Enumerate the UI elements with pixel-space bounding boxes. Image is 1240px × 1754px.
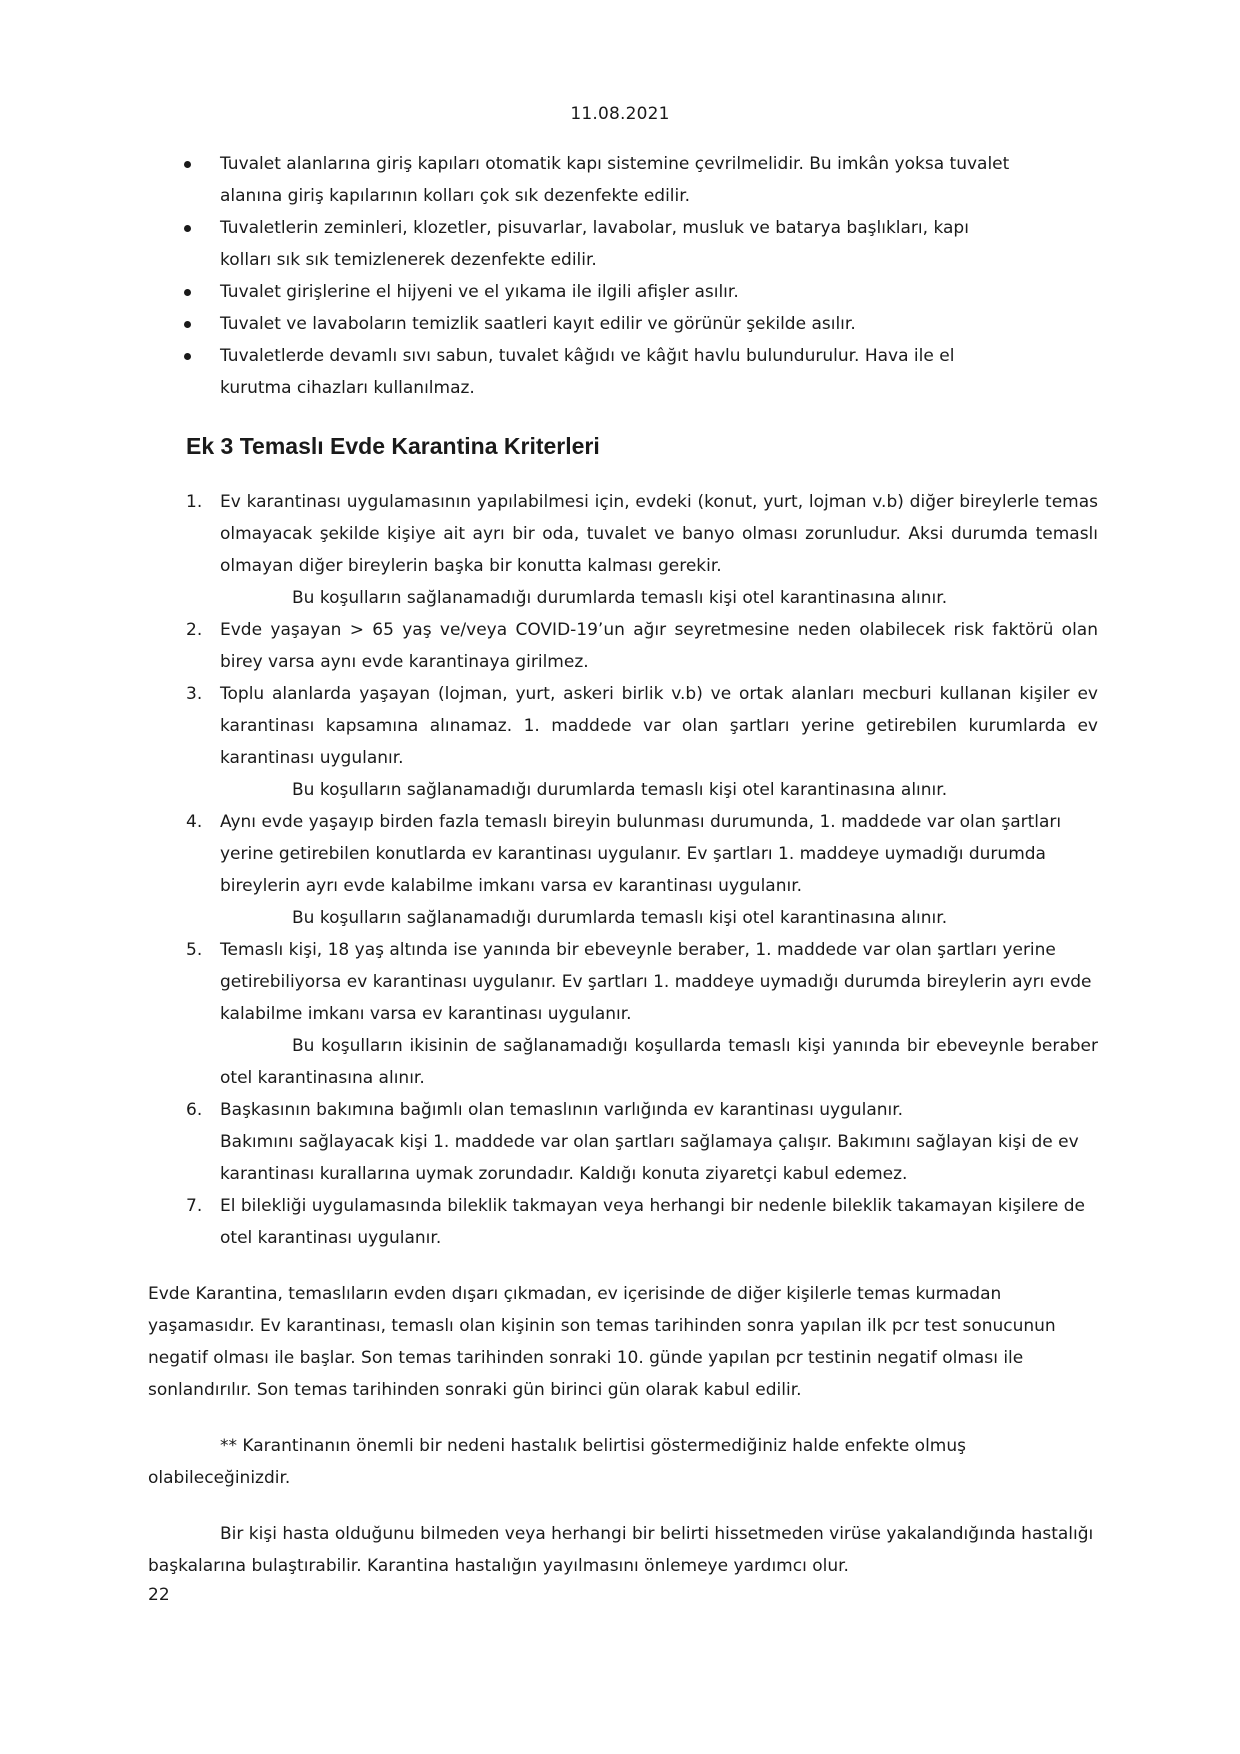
criteria-number: 4. xyxy=(186,812,203,832)
criteria-item-4 xyxy=(148,806,1098,934)
criteria-text: Ev karantinası uygulamasının yapılabilmesi için, evdeki (konut, yurt, lojman v.b) diğer bireylerle temas olmayacak şekilde kişiye ait ayrı bir oda, tuvalet ve banyo olması zorunludur. Aksi durumda temaslı olmayan diğer bireylerin başka bir konutta kalması gerekir. xyxy=(220,492,1098,576)
criteria-text: Evde yaşayan > 65 yaş ve/veya COVID-19’un ağır seyretmesine neden olabilecek risk faktörü olan birey varsa aynı evde karantinaya girilmez. xyxy=(220,620,1098,672)
criteria-item-6 xyxy=(148,1094,1098,1190)
quarantine-reason-paragraph: ** Karantinanın önemli bir nedeni hastalık belirtisi göstermediğiniz halde enfekte olmuş olabileceğinizdir. xyxy=(148,1436,966,1488)
criteria-text: Toplu alanlarda yaşayan (lojman, yurt, askeri birlik v.b) ve ortak alanları mecburi kullanan kişiler ev karantinası kapsamına alınamaz. 1. maddede var olan şartları yerine getirebilen kurumlarda ev karantinası uygulanır. xyxy=(220,684,1098,768)
criteria-number: 7. xyxy=(186,1196,203,1216)
criteria-text: Başkasının bakımına bağımlı olan temaslının varlığında ev karantinası uygulanır. xyxy=(220,1100,904,1120)
quarantine-criteria-list xyxy=(148,486,1098,1254)
bullet-dot-icon xyxy=(184,321,191,328)
toilet-hygiene-bullet-list xyxy=(148,148,1098,404)
bullet-text-line: Tuvaletlerde devamlı sıvı sabun, tuvalet kâğıdı ve kâğıt havlu bulundurulur. Hava ile el xyxy=(220,346,955,366)
section-heading: Ek 3 Temaslı Evde Karantina Kriterleri xyxy=(186,433,600,459)
bullet-dot-icon xyxy=(184,353,191,360)
bullet-item xyxy=(148,308,1098,340)
home-quarantine-definition-paragraph: Evde Karantina, temaslıların evden dışarı çıkmadan, ev içerisinde de diğer kişilerle temas kurmadan yaşamasıdır. Ev karantinası, temaslı olan kişinin son temas tarihinden sonra yapılan ilk pcr test sonucunun negatif olması ile başlar. Son temas tarihinden sonraki 10. günde yapılan pcr testinin negatif olması ile sonlandırılır. Son temas tarihinden sonraki gün birinci gün olarak kabul edilir. xyxy=(148,1284,1056,1400)
criteria-item-3 xyxy=(148,678,1098,806)
bullet-dot-icon xyxy=(184,225,191,232)
bullet-item xyxy=(148,148,1098,212)
criteria-text: El bilekliği uygulamasında bileklik takmayan veya herhangi bir nedenle bileklik takamayan kişilere de otel karantinası uygulanır. xyxy=(220,1196,1085,1248)
criteria-number: 1. xyxy=(186,492,203,512)
bullet-dot-icon xyxy=(184,289,191,296)
criteria-text: Aynı evde yaşayıp birden fazla temaslı bireyin bulunması durumunda, 1. maddede var olan şartları yerine getirebilen konutlarda ev karantinası uygulanır. Ev şartları 1. maddeye uymadığı durumda bireylerin ayrı evde kalabilme imkanı varsa ev karantinası uygulanır. xyxy=(220,812,1062,896)
bullet-text-line: Tuvalet ve lavaboların temizlik saatleri kayıt edilir ve görünür şekilde asılır. xyxy=(220,314,856,334)
page-number: 22 xyxy=(148,1585,170,1605)
bullet-text-line: Tuvaletlerin zeminleri, klozetler, pisuvarlar, lavabolar, musluk ve batarya başlıkları, kapı xyxy=(220,218,969,238)
criteria-item-1 xyxy=(148,486,1098,614)
criteria-number: 2. xyxy=(186,620,203,640)
criteria-number: 5. xyxy=(186,940,203,960)
bullet-text-line: kolları sık sık temizlenerek dezenfekte edilir. xyxy=(220,250,597,270)
criteria-number: 3. xyxy=(186,684,203,704)
document-body xyxy=(148,148,1098,1582)
bullet-item xyxy=(148,212,1098,276)
criteria-note: Bu koşulların sağlanamadığı durumlarda temaslı kişi otel karantinasına alınır. xyxy=(292,780,948,800)
criteria-note: Bu koşulların ikisinin de sağlanamadığı koşullarda temaslı kişi yanında bir ebeveynle beraber otel karantinasına alınır. xyxy=(220,1036,1098,1088)
bullet-text-line: alanına giriş kapılarının kolları çok sık dezenfekte edilir. xyxy=(220,186,691,206)
bullet-text-line: Tuvalet girişlerine el hijyeni ve el yıkama ile ilgili afişler asılır. xyxy=(220,282,739,302)
criteria-item-7 xyxy=(148,1190,1098,1254)
criteria-item-2 xyxy=(148,614,1098,678)
bullet-text-line: kurutma cihazları kullanılmaz. xyxy=(220,378,475,398)
bullet-item xyxy=(148,340,1098,404)
criteria-note: Bu koşulların sağlanamadığı durumlarda temaslı kişi otel karantinasına alınır. xyxy=(292,908,948,928)
bullet-dot-icon xyxy=(184,161,191,168)
bullet-item xyxy=(148,276,1098,308)
criteria-item-5 xyxy=(148,934,1098,1094)
bullet-text-line: Tuvalet alanlarına giriş kapıları otomatik kapı sistemine çevrilmelidir. Bu imkân yoksa tuvalet xyxy=(220,154,1010,174)
header-date: 11.08.2021 xyxy=(570,104,670,124)
quarantine-purpose-paragraph: Bir kişi hasta olduğunu bilmeden veya herhangi bir belirti hissetmeden virüse yakalandığında hastalığı başkalarına bulaştırabilir. Karantina hastalığın yayılmasını önlemeye yardımcı olur. xyxy=(148,1524,1094,1576)
criteria-text-continued: Bakımını sağlayacak kişi 1. maddede var olan şartları sağlamaya çalışır. Bakımını sağlayan kişi de ev karantinası kurallarına uymak zorundadır. Kaldığı konuta ziyaretçi kabul edemez. xyxy=(220,1132,1079,1184)
criteria-number: 6. xyxy=(186,1100,203,1120)
criteria-note: Bu koşulların sağlanamadığı durumlarda temaslı kişi otel karantinasına alınır. xyxy=(292,588,948,608)
criteria-text: Temaslı kişi, 18 yaş altında ise yanında bir ebeveynle beraber, 1. maddede var olan şartları yerine getirebiliyorsa ev karantinası uygulanır. Ev şartları 1. maddeye uymadığı durumda bireylerin ayrı evde kalabilme imkanı varsa ev karantinası uygulanır. xyxy=(220,940,1092,1024)
